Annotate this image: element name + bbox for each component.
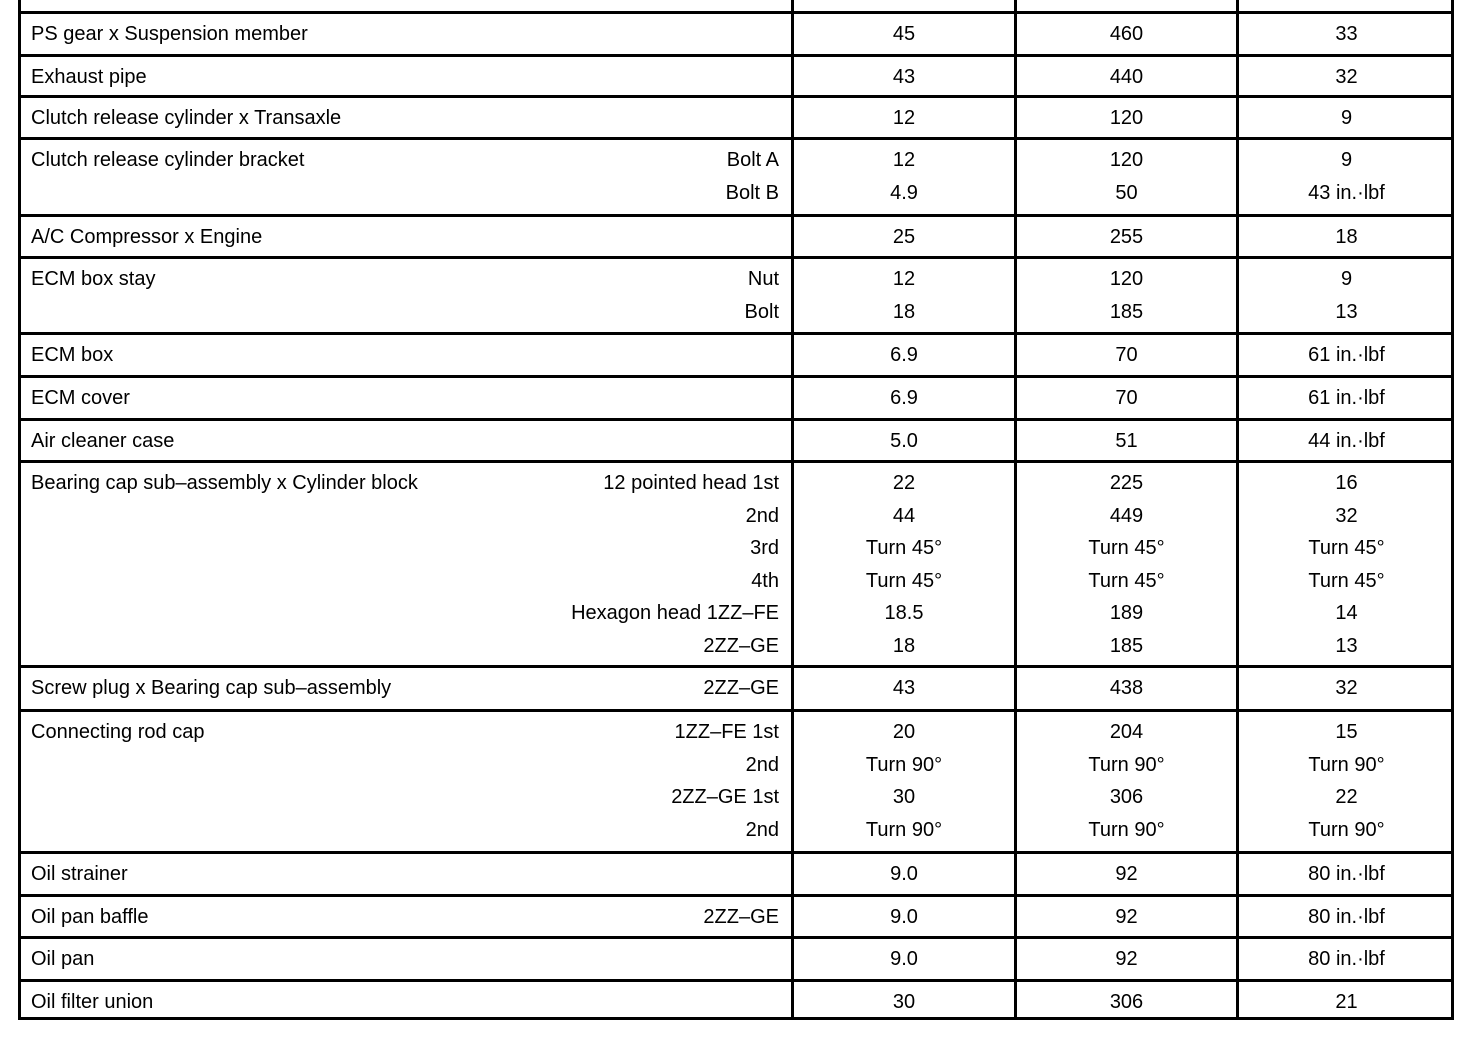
torque-ft-lbf-cell bbox=[1236, 421, 1454, 460]
value-ft-lbf: 14 bbox=[1335, 602, 1358, 625]
torque-nm-cell bbox=[791, 98, 1014, 137]
value-nm: 18 bbox=[892, 300, 916, 323]
value-ft-lbf: 13 bbox=[1335, 635, 1358, 657]
value-kgf-cm: 92 bbox=[1115, 906, 1138, 928]
value-ft-lbf: 32 bbox=[1335, 677, 1358, 699]
value-kgf-cm: 440 bbox=[1109, 66, 1144, 88]
value-nm: 5.0 bbox=[890, 430, 918, 452]
table-row bbox=[18, 0, 1454, 14]
sub-label: 4th bbox=[751, 569, 779, 592]
torque-kgf-cm-cell bbox=[1014, 98, 1236, 137]
torque-ft-lbf-cell bbox=[1236, 14, 1454, 54]
torque-kgf-cm-cell bbox=[1014, 0, 1236, 11]
torque-kgf-cm-cell bbox=[1014, 378, 1236, 418]
value-ft-lbf: 21 bbox=[1335, 991, 1358, 1013]
value-nm: 12 bbox=[892, 107, 916, 129]
sub-label: 2ZZ–GE bbox=[703, 635, 779, 657]
value-nm: 30 bbox=[892, 991, 916, 1013]
value-ft-lbf: 9 bbox=[1340, 149, 1353, 171]
torque-ft-lbf-cell bbox=[1236, 98, 1454, 137]
table-row bbox=[18, 982, 1454, 1020]
part-cell bbox=[21, 14, 791, 54]
value-kgf-cm: 438 bbox=[1109, 677, 1144, 699]
value-ft-lbf: 13 bbox=[1335, 300, 1358, 323]
value-ft-lbf: 15 bbox=[1335, 721, 1358, 743]
part-name: ECM box bbox=[31, 344, 114, 366]
torque-nm-cell bbox=[791, 335, 1014, 375]
part-cell bbox=[21, 57, 791, 95]
table-row bbox=[18, 897, 1454, 939]
value-kgf-cm: 306 bbox=[1109, 786, 1144, 809]
value-ft-lbf: 32 bbox=[1335, 66, 1358, 88]
torque-nm-cell bbox=[791, 421, 1014, 460]
torque-ft-lbf-cell bbox=[1236, 897, 1454, 936]
torque-kgf-cm-cell bbox=[1014, 259, 1236, 332]
value-nm: 9.0 bbox=[890, 948, 918, 970]
table-row bbox=[18, 378, 1454, 421]
value-kgf-cm: Turn 90° bbox=[1088, 753, 1165, 776]
sub-label: 12 pointed head 1st bbox=[603, 472, 779, 494]
value-kgf-cm: Turn 45° bbox=[1088, 569, 1165, 592]
sub-label: 2nd bbox=[745, 818, 779, 841]
torque-kgf-cm-cell bbox=[1014, 854, 1236, 894]
value-ft-lbf: 9 bbox=[1340, 107, 1353, 129]
value-nm: 6.9 bbox=[890, 344, 918, 366]
part-cell bbox=[21, 463, 791, 665]
value-nm: Turn 90° bbox=[865, 753, 943, 776]
sub-label: Bolt B bbox=[725, 181, 779, 204]
part-cell bbox=[21, 378, 791, 418]
table-row bbox=[18, 140, 1454, 217]
torque-ft-lbf-cell bbox=[1236, 57, 1454, 95]
torque-nm-cell bbox=[791, 0, 1014, 11]
value-kgf-cm: 185 bbox=[1109, 635, 1144, 657]
torque-kgf-cm-cell bbox=[1014, 897, 1236, 936]
table-row bbox=[18, 854, 1454, 897]
torque-kgf-cm-cell bbox=[1014, 939, 1236, 979]
value-nm: 45 bbox=[892, 23, 916, 45]
value-nm: 18.5 bbox=[884, 602, 924, 625]
torque-nm-cell bbox=[791, 897, 1014, 936]
torque-kgf-cm-cell bbox=[1014, 668, 1236, 709]
part-name: Oil pan baffle bbox=[31, 906, 149, 928]
part-name: Bearing cap sub–assembly x Cylinder block bbox=[31, 472, 418, 494]
torque-kgf-cm-cell bbox=[1014, 57, 1236, 95]
torque-kgf-cm-cell bbox=[1014, 463, 1236, 665]
torque-ft-lbf-cell bbox=[1236, 712, 1454, 851]
torque-nm-cell bbox=[791, 259, 1014, 332]
value-nm: 4.9 bbox=[890, 181, 918, 204]
torque-ft-lbf-cell bbox=[1236, 982, 1454, 1017]
part-name: Air cleaner case bbox=[31, 430, 175, 452]
sub-label: 2ZZ–GE bbox=[703, 906, 779, 928]
part-name: ECM box stay bbox=[31, 268, 156, 290]
table-row bbox=[18, 463, 1454, 668]
table-row bbox=[18, 217, 1454, 259]
torque-nm-cell bbox=[791, 14, 1014, 54]
value-kgf-cm: Turn 45° bbox=[1088, 537, 1165, 560]
torque-ft-lbf-cell bbox=[1236, 939, 1454, 979]
value-kgf-cm: 50 bbox=[1115, 181, 1138, 204]
value-ft-lbf: 61 in.·lbf bbox=[1308, 344, 1385, 366]
value-nm: 9.0 bbox=[890, 906, 918, 928]
value-kgf-cm: 449 bbox=[1109, 504, 1144, 527]
torque-kgf-cm-cell bbox=[1014, 335, 1236, 375]
sub-label: 2ZZ–GE 1st bbox=[671, 786, 779, 809]
table-row bbox=[18, 668, 1454, 712]
torque-kgf-cm-cell bbox=[1014, 140, 1236, 214]
torque-ft-lbf-cell bbox=[1236, 378, 1454, 418]
part-cell bbox=[21, 259, 791, 332]
value-nm: 12 bbox=[892, 149, 916, 171]
table-row bbox=[18, 939, 1454, 982]
part-cell bbox=[21, 98, 791, 137]
value-ft-lbf: 43 in.·lbf bbox=[1308, 181, 1385, 204]
value-kgf-cm: 70 bbox=[1115, 344, 1138, 366]
value-kgf-cm: 70 bbox=[1115, 387, 1138, 409]
value-ft-lbf: 80 in.·lbf bbox=[1308, 948, 1385, 970]
part-name: Connecting rod cap bbox=[31, 721, 205, 743]
sub-label: Nut bbox=[747, 268, 779, 290]
torque-ft-lbf-cell bbox=[1236, 259, 1454, 332]
value-ft-lbf: 18 bbox=[1335, 226, 1358, 248]
value-kgf-cm: 92 bbox=[1115, 948, 1138, 970]
value-ft-lbf: 16 bbox=[1335, 472, 1358, 494]
sub-label: Bolt A bbox=[726, 149, 779, 171]
torque-ft-lbf-cell bbox=[1236, 0, 1454, 11]
value-kgf-cm: 120 bbox=[1109, 107, 1144, 129]
value-nm: 20 bbox=[892, 721, 916, 743]
part-cell bbox=[21, 982, 791, 1017]
value-kgf-cm: 225 bbox=[1109, 472, 1144, 494]
value-kgf-cm: 120 bbox=[1109, 149, 1144, 171]
value-nm: 43 bbox=[892, 66, 916, 88]
value-ft-lbf: Turn 90° bbox=[1308, 818, 1385, 841]
value-ft-lbf: 32 bbox=[1335, 504, 1358, 527]
value-ft-lbf: 9 bbox=[1340, 268, 1353, 290]
part-name: Clutch release cylinder x Transaxle bbox=[31, 107, 342, 129]
value-kgf-cm: 51 bbox=[1115, 430, 1138, 452]
part-cell bbox=[21, 140, 791, 214]
torque-kgf-cm-cell bbox=[1014, 421, 1236, 460]
part-name: ECM cover bbox=[31, 387, 130, 409]
part-name: Oil pan bbox=[31, 948, 95, 970]
torque-nm-cell bbox=[791, 463, 1014, 665]
part-name: Exhaust pipe bbox=[31, 66, 147, 88]
value-ft-lbf: 80 in.·lbf bbox=[1308, 906, 1385, 928]
torque-nm-cell bbox=[791, 939, 1014, 979]
value-kgf-cm: 92 bbox=[1115, 863, 1138, 885]
value-nm: 22 bbox=[892, 472, 916, 494]
part-cell bbox=[21, 335, 791, 375]
part-name: Screw plug x Bearing cap sub–assembly bbox=[31, 677, 392, 699]
part-cell bbox=[21, 939, 791, 979]
torque-kgf-cm-cell bbox=[1014, 14, 1236, 54]
value-nm: Turn 45° bbox=[865, 537, 943, 560]
part-name: Oil strainer bbox=[31, 863, 128, 885]
part-name: A/C Compressor x Engine bbox=[31, 226, 263, 248]
value-kgf-cm: 120 bbox=[1109, 268, 1144, 290]
torque-nm-cell bbox=[791, 217, 1014, 256]
value-nm: 18 bbox=[892, 635, 916, 657]
value-kgf-cm: Turn 90° bbox=[1088, 818, 1165, 841]
torque-nm-cell bbox=[791, 712, 1014, 851]
part-cell bbox=[21, 421, 791, 460]
sub-label: 2nd bbox=[745, 504, 779, 527]
part-cell bbox=[21, 668, 791, 709]
sub-label: 2ZZ–GE bbox=[703, 677, 779, 699]
value-kgf-cm: 306 bbox=[1109, 991, 1144, 1013]
torque-ft-lbf-cell bbox=[1236, 463, 1454, 665]
torque-ft-lbf-cell bbox=[1236, 854, 1454, 894]
torque-ft-lbf-cell bbox=[1236, 668, 1454, 709]
torque-nm-cell bbox=[791, 140, 1014, 214]
value-ft-lbf: 44 in.·lbf bbox=[1308, 430, 1385, 452]
value-kgf-cm: 204 bbox=[1109, 721, 1144, 743]
value-ft-lbf: 22 bbox=[1335, 786, 1358, 809]
part-name: PS gear x Suspension member bbox=[31, 23, 308, 45]
torque-nm-cell bbox=[791, 982, 1014, 1017]
value-ft-lbf: 80 in.·lbf bbox=[1308, 863, 1385, 885]
value-nm: Turn 45° bbox=[865, 569, 943, 592]
value-nm: 9.0 bbox=[890, 863, 918, 885]
value-kgf-cm: 185 bbox=[1109, 300, 1144, 323]
value-ft-lbf: Turn 45° bbox=[1308, 569, 1385, 592]
part-cell bbox=[21, 897, 791, 936]
sub-label: Hexagon head 1ZZ–FE bbox=[571, 602, 779, 625]
value-ft-lbf: Turn 90° bbox=[1308, 753, 1385, 776]
torque-nm-cell bbox=[791, 57, 1014, 95]
torque-nm-cell bbox=[791, 854, 1014, 894]
table-row bbox=[18, 259, 1454, 335]
sub-label: Bolt bbox=[744, 300, 779, 323]
value-nm: 25 bbox=[892, 226, 916, 248]
value-ft-lbf: 61 in.·lbf bbox=[1308, 387, 1385, 409]
table-row bbox=[18, 98, 1454, 140]
table-row bbox=[18, 57, 1454, 98]
value-ft-lbf: Turn 45° bbox=[1308, 537, 1385, 560]
part-cell bbox=[21, 712, 791, 851]
table-row bbox=[18, 14, 1454, 57]
sub-label: 1ZZ–FE 1st bbox=[674, 721, 779, 743]
value-kgf-cm: 460 bbox=[1109, 23, 1144, 45]
value-ft-lbf: 33 bbox=[1335, 23, 1358, 45]
part-cell bbox=[21, 217, 791, 256]
torque-kgf-cm-cell bbox=[1014, 712, 1236, 851]
torque-ft-lbf-cell bbox=[1236, 140, 1454, 214]
value-nm: 30 bbox=[892, 786, 916, 809]
part-name: Oil filter union bbox=[31, 991, 154, 1013]
sub-label: 2nd bbox=[745, 753, 779, 776]
torque-nm-cell bbox=[791, 378, 1014, 418]
value-nm: 6.9 bbox=[890, 387, 918, 409]
sub-label: 3rd bbox=[750, 537, 779, 560]
part-name: Clutch release cylinder bracket bbox=[31, 149, 305, 171]
table-row bbox=[18, 712, 1454, 854]
value-kgf-cm: 189 bbox=[1109, 602, 1144, 625]
value-nm: Turn 90° bbox=[865, 818, 943, 841]
part-cell bbox=[21, 854, 791, 894]
torque-ft-lbf-cell bbox=[1236, 335, 1454, 375]
value-kgf-cm: 255 bbox=[1109, 226, 1144, 248]
value-nm: 12 bbox=[892, 268, 916, 290]
value-nm: 43 bbox=[892, 677, 916, 699]
torque-kgf-cm-cell bbox=[1014, 982, 1236, 1017]
torque-kgf-cm-cell bbox=[1014, 217, 1236, 256]
table-row bbox=[18, 335, 1454, 378]
table-row bbox=[18, 421, 1454, 463]
torque-nm-cell bbox=[791, 668, 1014, 709]
value-nm: 44 bbox=[892, 504, 916, 527]
part-cell bbox=[21, 0, 791, 11]
torque-ft-lbf-cell bbox=[1236, 217, 1454, 256]
